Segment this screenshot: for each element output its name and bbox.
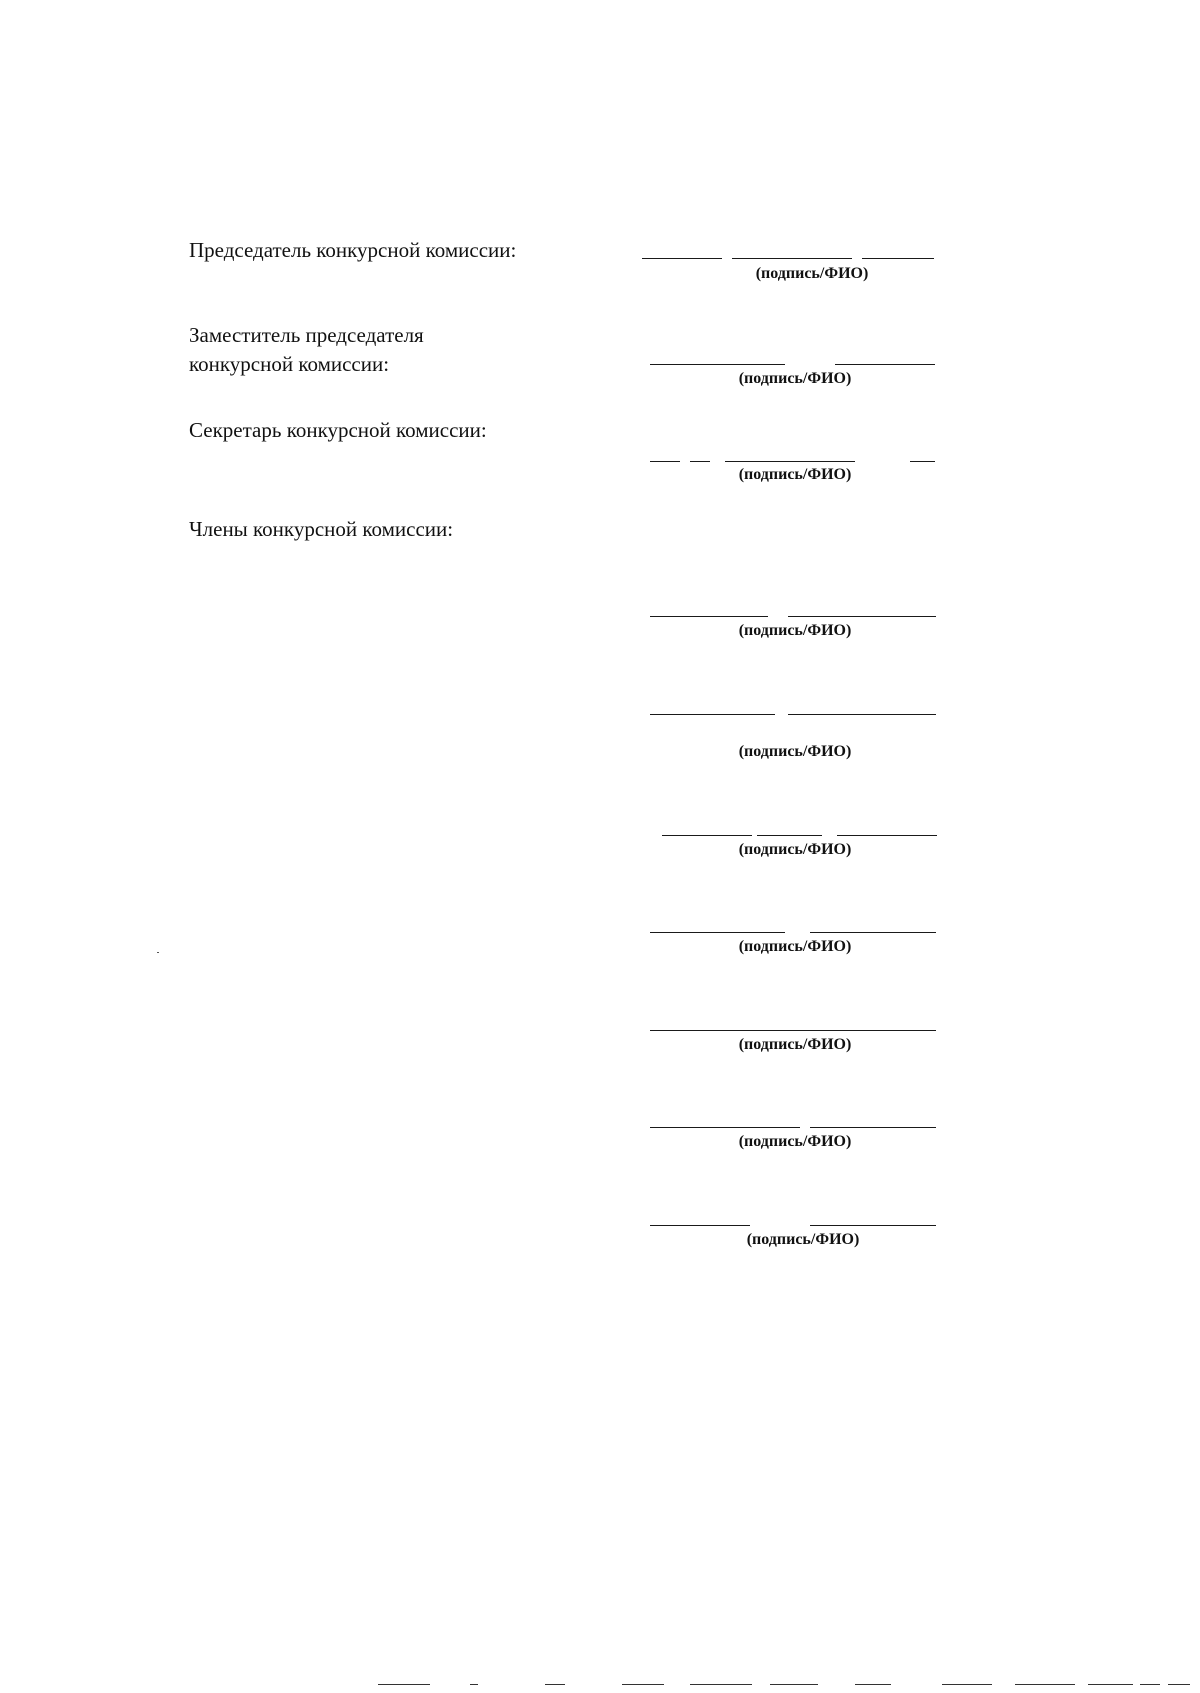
member-signature-caption: (подпись/ФИО): [738, 743, 852, 760]
deputy-label-line2: конкурсной комиссии:: [189, 352, 390, 376]
scan-edge-marks: [0, 1684, 1200, 1690]
scan-mark: [1140, 1684, 1160, 1685]
deputy-label-line1: Заместитель председателя: [189, 323, 424, 347]
secretary-signature-caption: (подпись/ФИО): [738, 466, 852, 483]
scan-mark: [942, 1684, 992, 1685]
signature-line-segment: [788, 714, 936, 715]
scan-mark: [770, 1684, 818, 1685]
member-signature-caption: (подпись/ФИО): [746, 1231, 860, 1248]
scan-mark: [855, 1684, 891, 1685]
scan-mark: [690, 1684, 752, 1685]
scan-mark: [1168, 1684, 1190, 1685]
signature-line-segment: [862, 258, 934, 259]
signature-line-segment: [650, 1225, 750, 1226]
signature-line-segment: [650, 364, 785, 365]
scan-mark: [1088, 1684, 1133, 1685]
signature-line-segment: [725, 461, 855, 462]
signature-line-segment: [650, 1127, 800, 1128]
signature-line-segment: [650, 461, 680, 462]
secretary-label: Секретарь конкурсной комиссии:: [189, 418, 487, 442]
deputy-signature-caption: (подпись/ФИО): [738, 370, 852, 387]
signature-line-segment: [810, 1225, 936, 1226]
signature-line-segment: [650, 616, 768, 617]
members-label: Члены конкурсной комиссии:: [189, 517, 454, 541]
member-signature-caption: (подпись/ФИО): [738, 1133, 852, 1150]
signature-line-segment: [810, 1127, 936, 1128]
signature-line-segment: [757, 835, 822, 836]
scan-mark: [470, 1684, 478, 1685]
signature-line-segment: [642, 258, 722, 259]
scan-mark: [545, 1684, 565, 1685]
signature-line-segment: [650, 1030, 936, 1031]
member-signature-caption: (подпись/ФИО): [738, 1036, 852, 1053]
chair-signature-caption: (подпись/ФИО): [755, 265, 869, 282]
member-signature-caption: (подпись/ФИО): [738, 841, 852, 858]
signature-line-segment: [662, 835, 752, 836]
scan-mark: [1015, 1684, 1075, 1685]
signature-line-segment: [732, 258, 852, 259]
signature-line-segment: [650, 932, 785, 933]
scan-speck: [157, 952, 159, 953]
signature-line-segment: [690, 461, 710, 462]
scan-mark: [622, 1684, 664, 1685]
member-signature-caption: (подпись/ФИО): [738, 622, 852, 639]
chair-label: Председатель конкурсной комиссии:: [189, 238, 517, 262]
signature-line-segment: [835, 364, 935, 365]
signature-line-segment: [910, 461, 935, 462]
signature-line-segment: [650, 714, 775, 715]
member-signature-caption: (подпись/ФИО): [738, 938, 852, 955]
signature-line-segment: [788, 616, 936, 617]
signature-line-segment: [837, 835, 937, 836]
scan-mark: [378, 1684, 430, 1685]
signature-line-segment: [810, 932, 936, 933]
